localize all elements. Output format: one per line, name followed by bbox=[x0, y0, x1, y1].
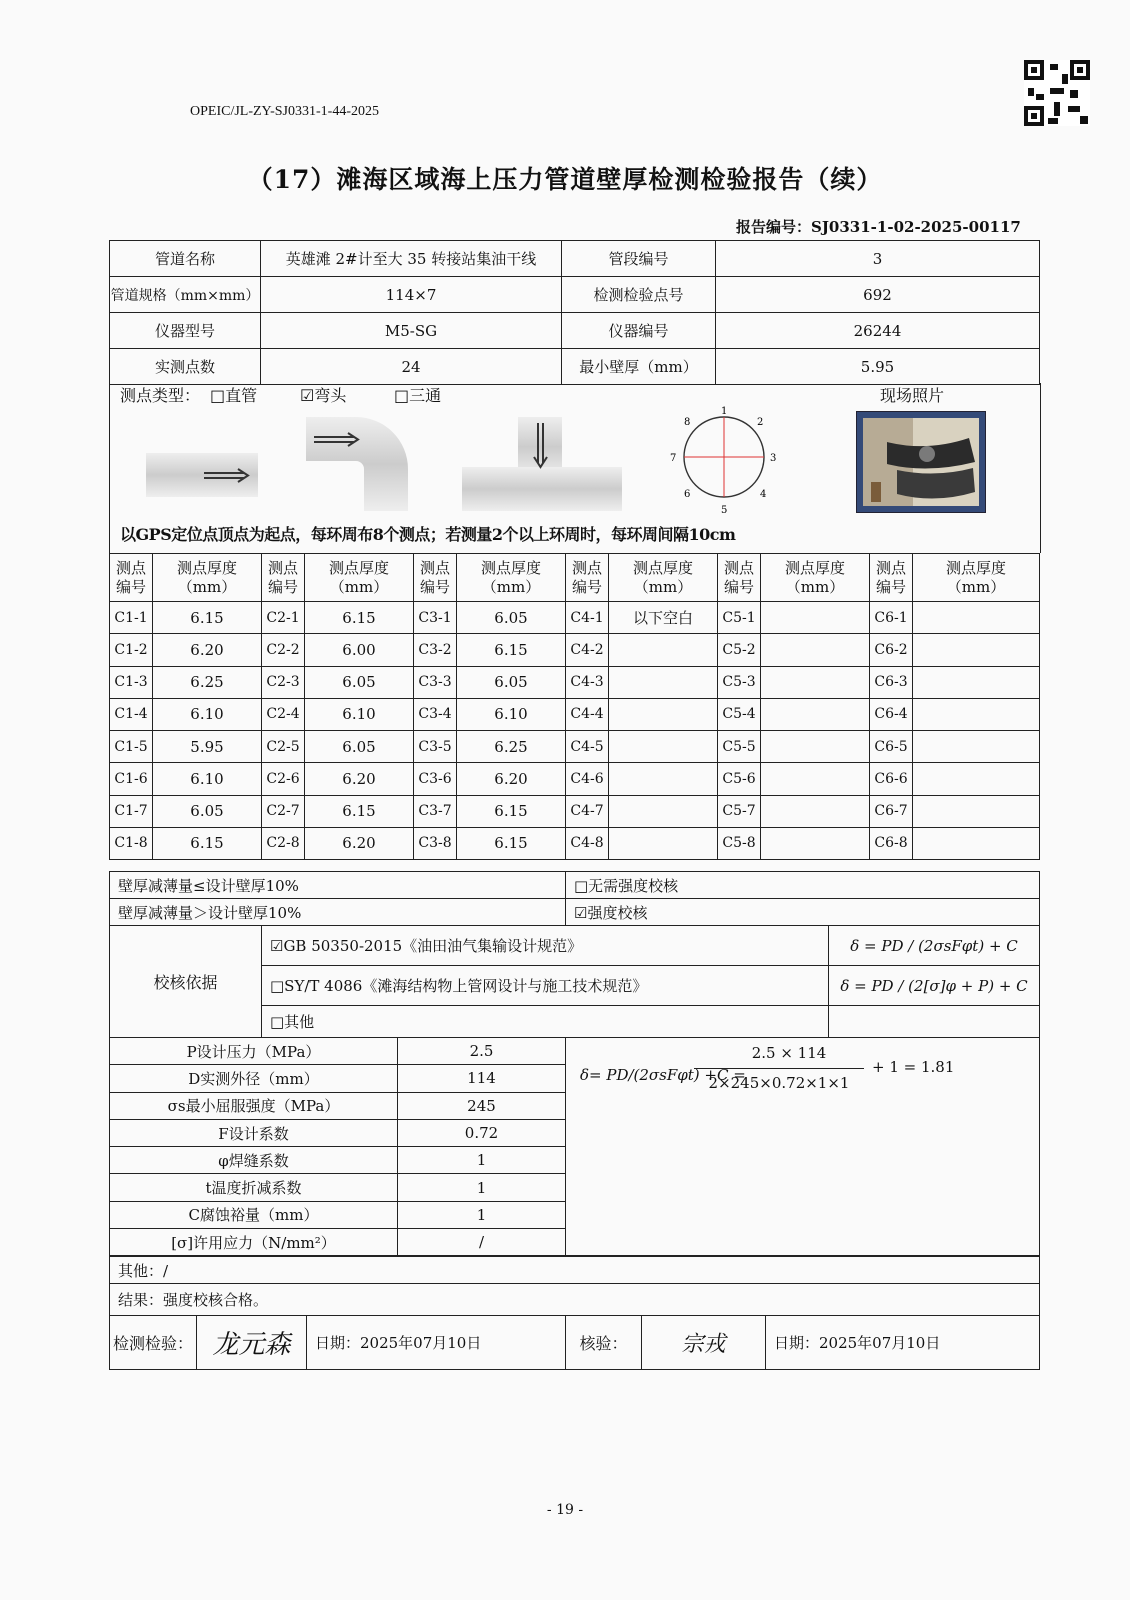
thickness-cell: 6.05 bbox=[457, 666, 566, 698]
point-id-cell: C3-4 bbox=[414, 698, 457, 730]
measure-header-row bbox=[110, 554, 1040, 602]
point-id-cell: C6-6 bbox=[870, 763, 913, 795]
basis-sy: □SY/T 4086《滩海结构物上管网设计与施工技术规范》 bbox=[262, 966, 829, 1006]
point-id-cell: C1-5 bbox=[110, 731, 153, 763]
doc-code: OPEIC/JL-ZY-SJ0331-1-44-2025 bbox=[190, 104, 379, 119]
point-id-cell: C1-7 bbox=[110, 795, 153, 827]
thickness-cell: 6.20 bbox=[153, 634, 262, 666]
straight-option: □直管 bbox=[210, 386, 258, 405]
point-id-cell: C6-1 bbox=[870, 602, 913, 634]
thickness-cell: 6.20 bbox=[305, 827, 414, 859]
point-id-cell: C2-8 bbox=[262, 827, 305, 859]
point-id-cell: C1-4 bbox=[110, 698, 153, 730]
thickness-cell bbox=[609, 731, 718, 763]
label-spec: 管道规格（mm×mm） bbox=[110, 277, 261, 313]
param-value: 0.72 bbox=[398, 1119, 566, 1146]
point-id-cell: C5-4 bbox=[718, 698, 761, 730]
param-value: 2.5 bbox=[398, 1038, 566, 1065]
th-point-no: 测点 编号 bbox=[110, 554, 153, 602]
point-id-cell: C1-3 bbox=[110, 666, 153, 698]
tee-option: □三通 bbox=[394, 386, 442, 405]
thickness-cell bbox=[913, 634, 1040, 666]
point-id-cell: C4-8 bbox=[566, 827, 609, 859]
point-id-cell: C6-8 bbox=[870, 827, 913, 859]
th-point-no: 测点 编号 bbox=[262, 554, 305, 602]
ring-label-3: 3 bbox=[770, 453, 777, 464]
thickness-cell bbox=[609, 827, 718, 859]
measure-row bbox=[110, 666, 1040, 698]
basis-other: □其他 bbox=[262, 1006, 829, 1038]
point-id-cell: C4-4 bbox=[566, 698, 609, 730]
param-label: [σ]许用应力（N/mm²） bbox=[110, 1229, 398, 1256]
thickness-cell: 6.10 bbox=[305, 698, 414, 730]
value-instrument-no: 26244 bbox=[716, 313, 1040, 349]
point-id-cell: C4-2 bbox=[566, 634, 609, 666]
measure-table bbox=[109, 553, 1040, 860]
calc-denominator: 2×245×0.72×1×1 bbox=[708, 1074, 850, 1092]
point-id-cell: C6-3 bbox=[870, 666, 913, 698]
value-pipe-name: 英雄滩 2#计至大 35 转接站集油干线 bbox=[261, 241, 562, 277]
label-instrument-no: 仪器编号 bbox=[562, 313, 716, 349]
page-title: （17）滩海区域海上压力管道壁厚检测检验报告（续） bbox=[247, 165, 883, 194]
inspect-signature: 龙元森 bbox=[197, 1316, 307, 1370]
ring-label-1: 1 bbox=[721, 406, 728, 417]
value-instrument-model: M5-SG bbox=[261, 313, 562, 349]
info-table bbox=[109, 240, 1040, 385]
th-point-no: 测点 编号 bbox=[718, 554, 761, 602]
param-label: P设计压力（MPa） bbox=[110, 1038, 398, 1065]
point-id-cell: C1-2 bbox=[110, 634, 153, 666]
thickness-cell bbox=[913, 666, 1040, 698]
point-id-cell: C5-8 bbox=[718, 827, 761, 859]
label-instrument-model: 仪器型号 bbox=[110, 313, 261, 349]
params-table bbox=[109, 1037, 1040, 1256]
point-id-cell: C1-8 bbox=[110, 827, 153, 859]
elbow-pipe-icon bbox=[306, 417, 416, 511]
point-id-cell: C6-4 bbox=[870, 698, 913, 730]
ring-label-4: 4 bbox=[760, 489, 767, 500]
value-segment-no: 3 bbox=[716, 241, 1040, 277]
point-id-cell: C2-6 bbox=[262, 763, 305, 795]
point-id-cell: C1-6 bbox=[110, 763, 153, 795]
point-id-cell: C2-4 bbox=[262, 698, 305, 730]
value-min-thickness: 5.95 bbox=[716, 349, 1040, 385]
thickness-cell: 6.15 bbox=[153, 602, 262, 634]
point-id-cell: C4-3 bbox=[566, 666, 609, 698]
point-rule-note: 以GPS定位点顶点为起点，每环周布8个测点；若测量2个以上环周时，每环周间隔10cm bbox=[120, 525, 736, 544]
th-thickness: 测点厚度 （mm） bbox=[457, 554, 566, 602]
label-point-count: 实测点数 bbox=[110, 349, 261, 385]
thickness-cell: 6.05 bbox=[305, 666, 414, 698]
photo-label: 现场照片 bbox=[880, 386, 945, 405]
thickness-cell: 6.15 bbox=[457, 634, 566, 666]
measure-row bbox=[110, 698, 1040, 730]
ring-point-diagram bbox=[666, 405, 786, 515]
thickness-cell: 6.15 bbox=[457, 827, 566, 859]
point-id-cell: C5-5 bbox=[718, 731, 761, 763]
param-value: 245 bbox=[398, 1092, 566, 1119]
thickness-cell: 6.20 bbox=[457, 763, 566, 795]
th-thickness: 测点厚度 （mm） bbox=[761, 554, 870, 602]
param-label: σs最小屈服强度（MPa） bbox=[110, 1092, 398, 1119]
elbow-option: ☑弯头 bbox=[300, 386, 347, 405]
thickness-cell: 6.10 bbox=[153, 763, 262, 795]
param-label: F设计系数 bbox=[110, 1119, 398, 1146]
thickness-cell: 6.25 bbox=[457, 731, 566, 763]
param-value: 1 bbox=[398, 1174, 566, 1201]
thickness-cell bbox=[913, 698, 1040, 730]
thickness-cell bbox=[913, 827, 1040, 859]
value-spec: 114×7 bbox=[261, 277, 562, 313]
thickness-cell bbox=[609, 698, 718, 730]
reduction-le: 壁厚减薄量≤设计壁厚10% bbox=[110, 872, 566, 899]
point-id-cell: C5-6 bbox=[718, 763, 761, 795]
thickness-cell bbox=[761, 827, 870, 859]
footer-table bbox=[109, 1256, 1040, 1370]
point-id-cell: C5-7 bbox=[718, 795, 761, 827]
point-type-label: 测点类型： bbox=[120, 386, 201, 405]
review-signature: 宗戎 bbox=[642, 1316, 766, 1370]
measure-row bbox=[110, 602, 1040, 634]
thickness-cell bbox=[913, 795, 1040, 827]
point-id-cell: C2-7 bbox=[262, 795, 305, 827]
ring-label-6: 6 bbox=[684, 489, 691, 500]
param-label: D实测外径（mm） bbox=[110, 1065, 398, 1092]
thickness-cell bbox=[761, 698, 870, 730]
ring-label-2: 2 bbox=[757, 417, 764, 428]
label-min-thickness: 最小壁厚（mm） bbox=[562, 349, 716, 385]
param-row bbox=[110, 1038, 1040, 1065]
inspect-label: 检测检验： bbox=[110, 1316, 197, 1370]
basis-empty-cell bbox=[829, 1006, 1040, 1038]
site-photo bbox=[856, 411, 986, 513]
ring-label-8: 8 bbox=[684, 417, 691, 428]
strength-check-option: ☑强度校核 bbox=[566, 899, 1040, 926]
point-id-cell: C2-5 bbox=[262, 731, 305, 763]
label-pipe-name: 管道名称 bbox=[110, 241, 261, 277]
thickness-cell: 6.15 bbox=[305, 602, 414, 634]
thickness-cell bbox=[913, 763, 1040, 795]
thickness-cell bbox=[609, 666, 718, 698]
formula-gb: δ = PD / (2σsFφt) + C bbox=[829, 926, 1040, 966]
thickness-cell: 6.20 bbox=[305, 763, 414, 795]
param-label: t温度折减系数 bbox=[110, 1174, 398, 1201]
point-id-cell: C5-1 bbox=[718, 602, 761, 634]
page-number: - 19 - bbox=[546, 1502, 584, 1518]
measure-row bbox=[110, 795, 1040, 827]
value-point-no: 692 bbox=[716, 277, 1040, 313]
review-date: 日期：2025年07月10日 bbox=[766, 1316, 1040, 1370]
point-id-cell: C3-3 bbox=[414, 666, 457, 698]
no-check-option: □无需强度校核 bbox=[566, 872, 1040, 899]
point-id-cell: C1-1 bbox=[110, 602, 153, 634]
reduction-table bbox=[109, 871, 1040, 926]
thickness-cell: 6.05 bbox=[305, 731, 414, 763]
other-note: 其他：/ bbox=[110, 1257, 1040, 1284]
thickness-cell bbox=[913, 731, 1040, 763]
point-id-cell: C2-1 bbox=[262, 602, 305, 634]
tee-pipe-icon bbox=[462, 417, 622, 511]
param-value: 114 bbox=[398, 1065, 566, 1092]
thickness-cell bbox=[761, 602, 870, 634]
point-id-cell: C3-1 bbox=[414, 602, 457, 634]
th-point-no: 测点 编号 bbox=[870, 554, 913, 602]
point-type-section bbox=[109, 383, 1041, 553]
point-id-cell: C5-2 bbox=[718, 634, 761, 666]
th-thickness: 测点厚度 （mm） bbox=[305, 554, 414, 602]
calc-fraction-bar bbox=[694, 1068, 864, 1069]
point-id-cell: C3-7 bbox=[414, 795, 457, 827]
measure-row bbox=[110, 634, 1040, 666]
thickness-cell: 6.15 bbox=[457, 795, 566, 827]
report-number: 报告编号：SJ0331-1-02-2025-00117 bbox=[736, 218, 1021, 236]
th-point-no: 测点 编号 bbox=[414, 554, 457, 602]
param-label: C腐蚀裕量（mm） bbox=[110, 1201, 398, 1228]
calc-cell bbox=[566, 1038, 1040, 1256]
th-thickness: 测点厚度 （mm） bbox=[609, 554, 718, 602]
param-label: φ焊缝系数 bbox=[110, 1147, 398, 1174]
label-segment-no: 管段编号 bbox=[562, 241, 716, 277]
param-value: 1 bbox=[398, 1147, 566, 1174]
th-thickness: 测点厚度 （mm） bbox=[153, 554, 262, 602]
qr-code-icon bbox=[1024, 60, 1090, 126]
point-id-cell: C3-5 bbox=[414, 731, 457, 763]
thickness-cell: 6.10 bbox=[457, 698, 566, 730]
ring-label-5: 5 bbox=[721, 505, 728, 515]
thickness-cell bbox=[761, 666, 870, 698]
thickness-cell bbox=[609, 795, 718, 827]
calc-lhs: δ= PD/(2σsFφt) +C = bbox=[580, 1066, 746, 1084]
measure-row bbox=[110, 731, 1040, 763]
measure-row bbox=[110, 827, 1040, 859]
point-id-cell: C2-2 bbox=[262, 634, 305, 666]
point-id-cell: C6-7 bbox=[870, 795, 913, 827]
straight-pipe-icon bbox=[146, 443, 258, 503]
point-id-cell: C4-7 bbox=[566, 795, 609, 827]
point-id-cell: C3-6 bbox=[414, 763, 457, 795]
thickness-cell bbox=[913, 602, 1040, 634]
thickness-cell: 6.10 bbox=[153, 698, 262, 730]
point-id-cell: C5-3 bbox=[718, 666, 761, 698]
thickness-cell: 以下空白 bbox=[609, 602, 718, 634]
point-id-cell: C6-2 bbox=[870, 634, 913, 666]
thickness-cell bbox=[609, 763, 718, 795]
label-point-no: 检测检验点号 bbox=[562, 277, 716, 313]
thickness-cell: 6.25 bbox=[153, 666, 262, 698]
result-note: 结果：强度校核合格。 bbox=[110, 1284, 1040, 1316]
basis-table bbox=[109, 925, 1040, 1038]
thickness-cell bbox=[761, 634, 870, 666]
point-id-cell: C4-6 bbox=[566, 763, 609, 795]
point-id-cell: C2-3 bbox=[262, 666, 305, 698]
thickness-cell bbox=[761, 731, 870, 763]
thickness-cell bbox=[609, 634, 718, 666]
th-point-no: 测点 编号 bbox=[566, 554, 609, 602]
thickness-cell: 5.95 bbox=[153, 731, 262, 763]
calc-numerator: 2.5 × 114 bbox=[751, 1044, 827, 1062]
measure-row bbox=[110, 763, 1040, 795]
thickness-cell bbox=[761, 795, 870, 827]
point-id-cell: C3-2 bbox=[414, 634, 457, 666]
point-id-cell: C3-8 bbox=[414, 827, 457, 859]
value-point-count: 24 bbox=[261, 349, 562, 385]
inspect-date: 日期：2025年07月10日 bbox=[307, 1316, 566, 1370]
param-value: 1 bbox=[398, 1201, 566, 1228]
thickness-cell: 6.05 bbox=[153, 795, 262, 827]
calc-result: + 1 = 1.81 bbox=[872, 1058, 955, 1076]
basis-label: 校核依据 bbox=[110, 926, 262, 1038]
thickness-cell bbox=[761, 763, 870, 795]
thickness-cell: 6.05 bbox=[457, 602, 566, 634]
point-id-cell: C4-5 bbox=[566, 731, 609, 763]
ring-label-7: 7 bbox=[670, 453, 677, 464]
point-id-cell: C6-5 bbox=[870, 731, 913, 763]
thickness-cell: 6.15 bbox=[305, 795, 414, 827]
thickness-cell: 6.00 bbox=[305, 634, 414, 666]
basis-gb: ☑GB 50350-2015《油田油气集输设计规范》 bbox=[262, 926, 829, 966]
formula-sy: δ = PD / (2[σ]φ + P) + C bbox=[829, 966, 1040, 1006]
th-thickness: 测点厚度 （mm） bbox=[913, 554, 1040, 602]
review-label: 核验： bbox=[566, 1316, 642, 1370]
point-id-cell: C4-1 bbox=[566, 602, 609, 634]
param-value: / bbox=[398, 1229, 566, 1256]
thickness-cell: 6.15 bbox=[153, 827, 262, 859]
reduction-gt: 壁厚减薄量＞设计壁厚10% bbox=[110, 899, 566, 926]
